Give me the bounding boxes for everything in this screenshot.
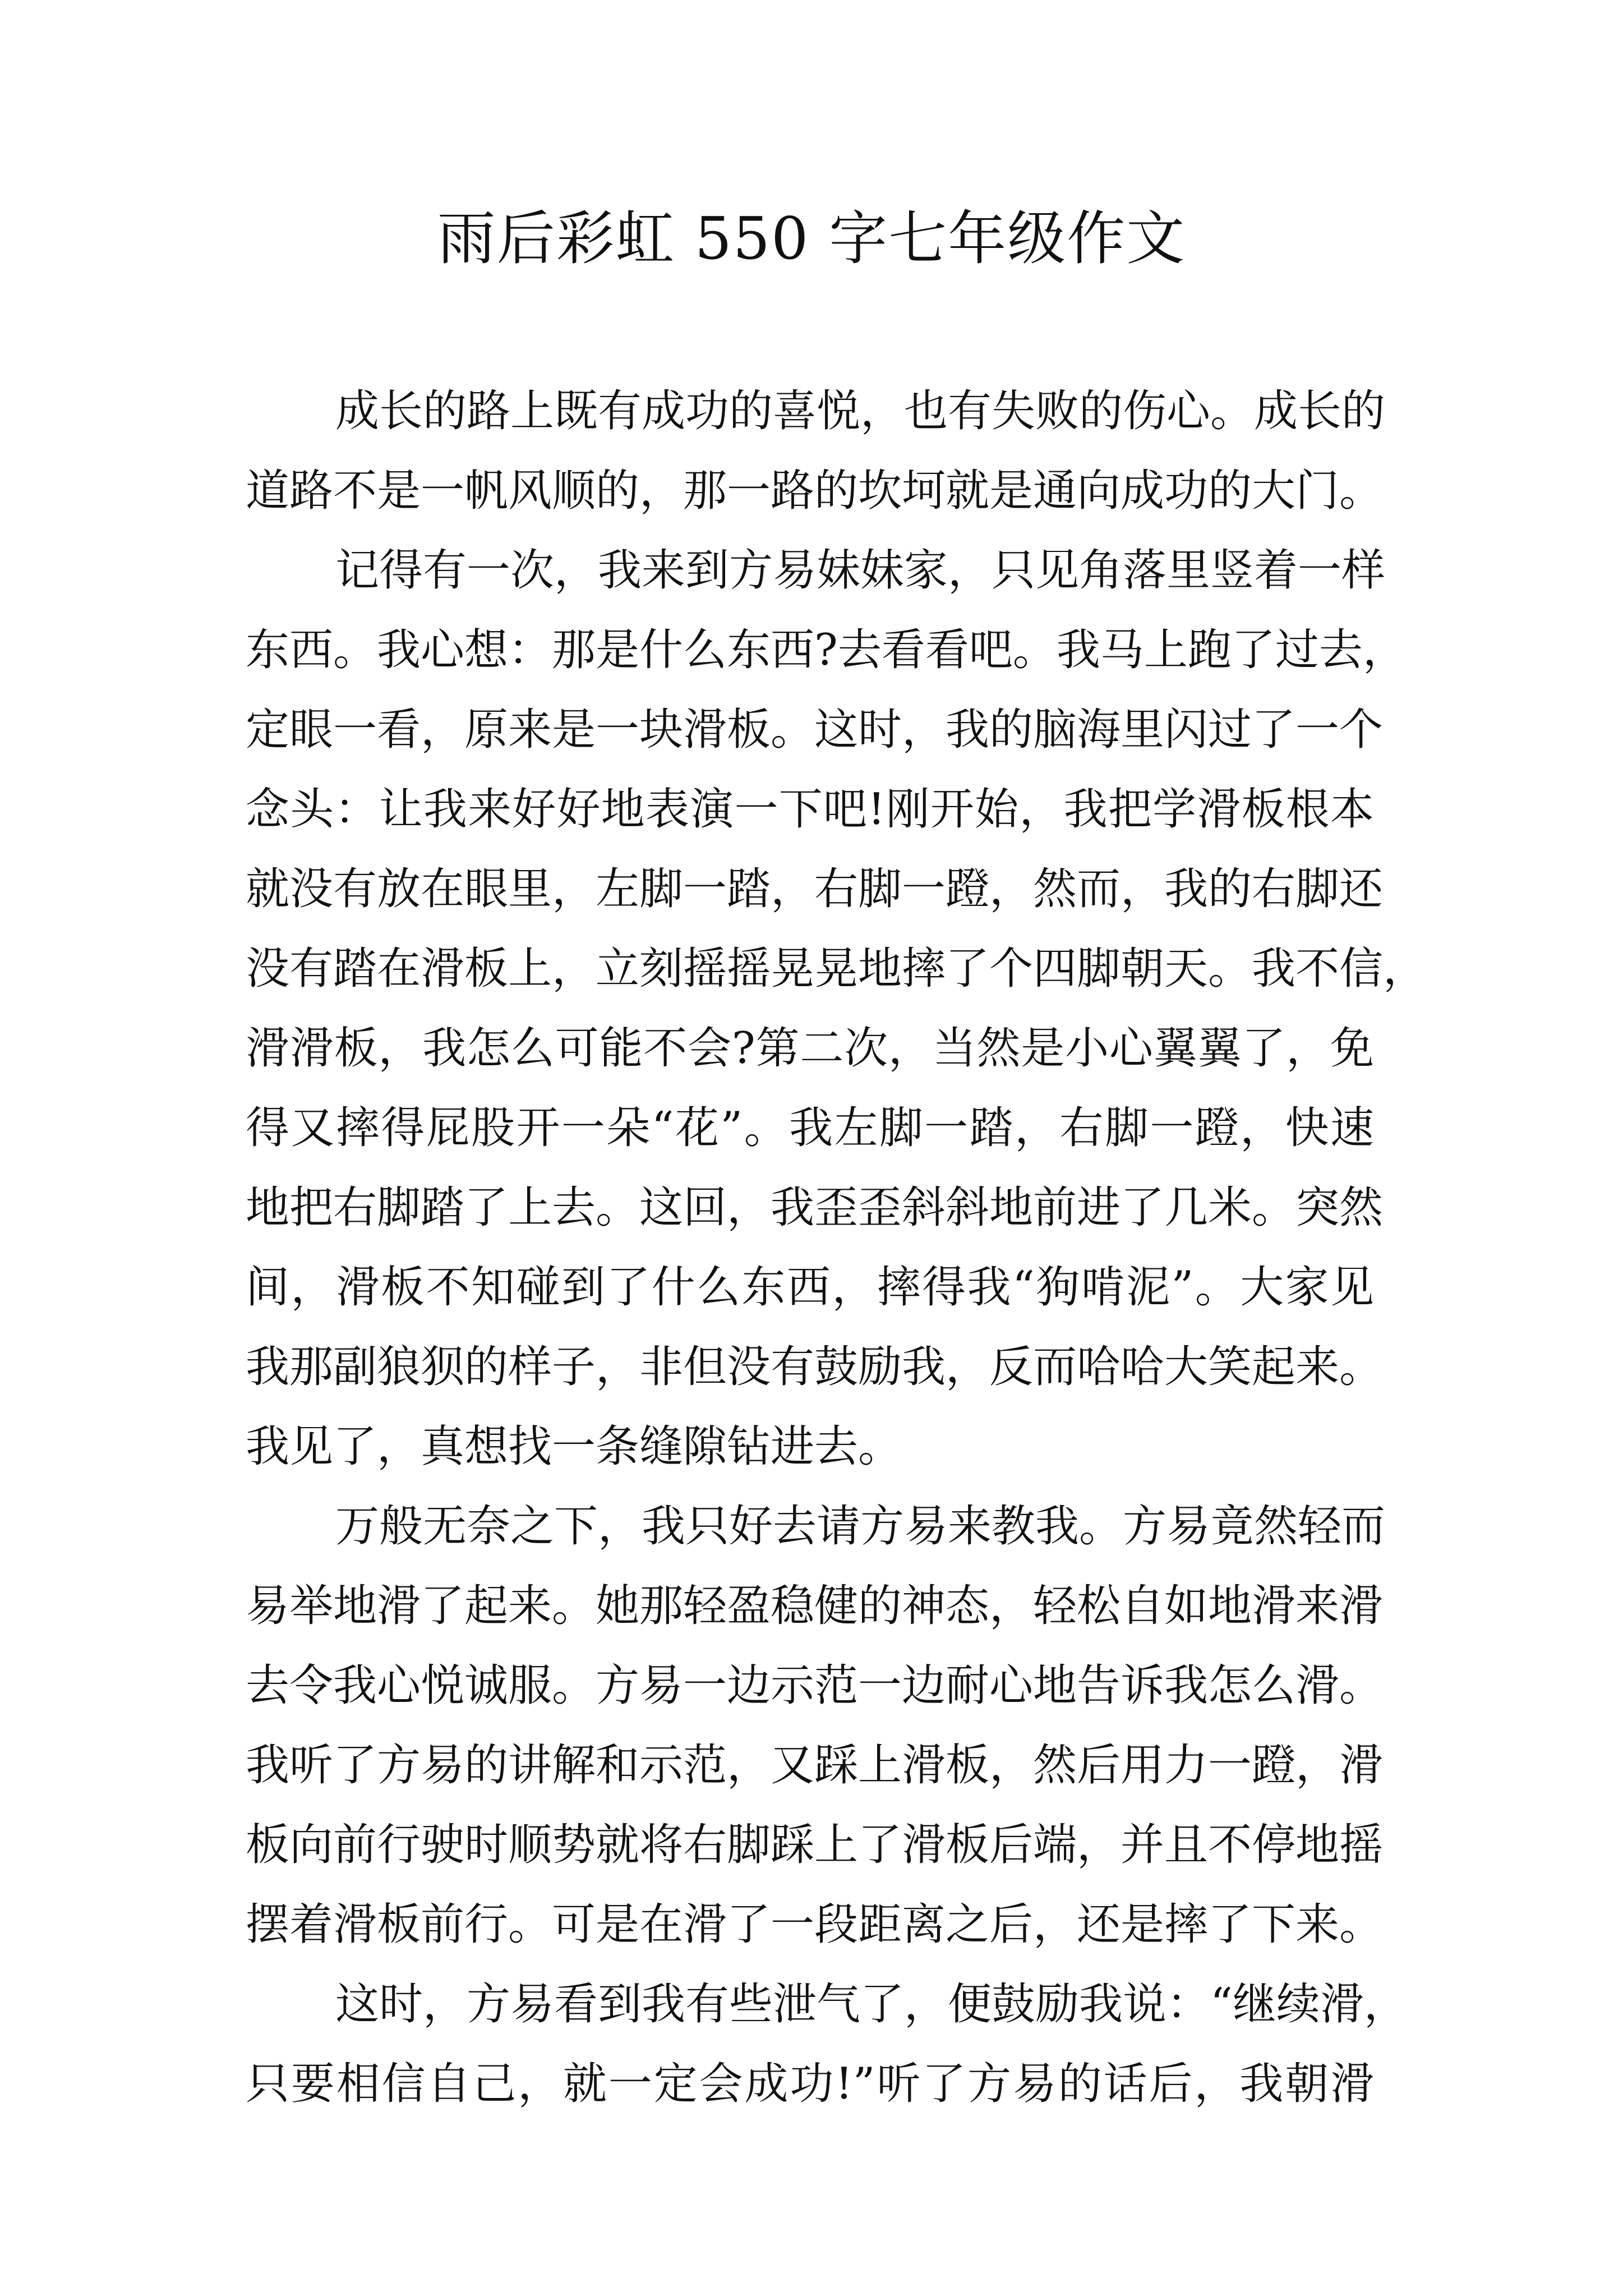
text-line: 我那副狼狈的样子，非但没有鼓励我，反而哈哈大笑起来。 <box>246 1342 1384 1392</box>
text-line: 万般无奈之下，我只好去请方易来教我。方易竟然轻而 <box>335 1501 1386 1552</box>
text-line: 得又摔得屁股开一朵“花”。我左脚一踏，右脚一蹬，快速 <box>246 1103 1374 1153</box>
page-title: 雨后彩虹 550 字七年级作文 <box>437 204 1186 273</box>
text-line: 间，滑板不知碰到了什么东西，摔得我“狗啃泥”。大家见 <box>246 1262 1374 1313</box>
text-line: 摆着滑板前行。可是在滑了一段距离之后，还是摔了下来。 <box>246 1899 1384 1950</box>
text-line: 易举地滑了起来。她那轻盈稳健的神态，轻松自如地滑来滑 <box>246 1581 1384 1631</box>
text-line: 我听了方易的讲解和示范，又踩上滑板，然后用力一蹬，滑 <box>246 1740 1384 1791</box>
text-line: 东西。我心想：那是什么东西?去看看吧。我马上跑了过去， <box>246 625 1407 675</box>
paragraph-4 <box>246 1964 1408 2124</box>
paragraph-3 <box>246 1487 1386 1964</box>
text-line: 道路不是一帆风顺的，那一路的坎坷就是通向成功的大门。 <box>246 466 1384 516</box>
text-line: 地把右脚踏了上去。这回，我歪歪斜斜地前进了几米。突然 <box>246 1182 1384 1233</box>
text-line: 只要相信自己，就一定会成功!”听了方易的话后，我朝滑 <box>246 2059 1374 2109</box>
text-line: 成长的路上既有成功的喜悦，也有失败的伤心。成长的 <box>335 386 1386 436</box>
paragraph-2 <box>246 531 1427 1487</box>
text-line: 念头：让我来好好地表演一下吧!刚开始，我把学滑板根本 <box>246 784 1374 835</box>
text-line: 这时，方易看到我有些泄气了，便鼓励我说：“继续滑， <box>335 1979 1408 2030</box>
text-line: 没有踏在滑板上，立刻摇摇晃晃地摔了个四脚朝天。我不信， <box>246 944 1427 994</box>
text-line: 我见了，真想找一条缝隙钻进去。 <box>246 1421 902 1472</box>
text-line: 定眼一看，原来是一块滑板。这时，我的脑海里闪过了一个 <box>246 705 1384 755</box>
paragraph-1 <box>246 371 1386 531</box>
essay-body <box>246 371 1427 2124</box>
text-line: 去令我心悦诚服。方易一边示范一边耐心地告诉我怎么滑。 <box>246 1660 1384 1711</box>
text-line: 记得有一次，我来到方易妹妹家，只见角落里竖着一样 <box>335 545 1386 596</box>
text-line: 板向前行驶时顺势就将右脚踩上了滑板后端，并且不停地摇 <box>246 1820 1384 1870</box>
text-line: 滑滑板，我怎么可能不会?第二次，当然是小心翼翼了，免 <box>246 1023 1374 1074</box>
text-line: 就没有放在眼里，左脚一踏，右脚一蹬，然而，我的右脚还 <box>246 864 1384 914</box>
